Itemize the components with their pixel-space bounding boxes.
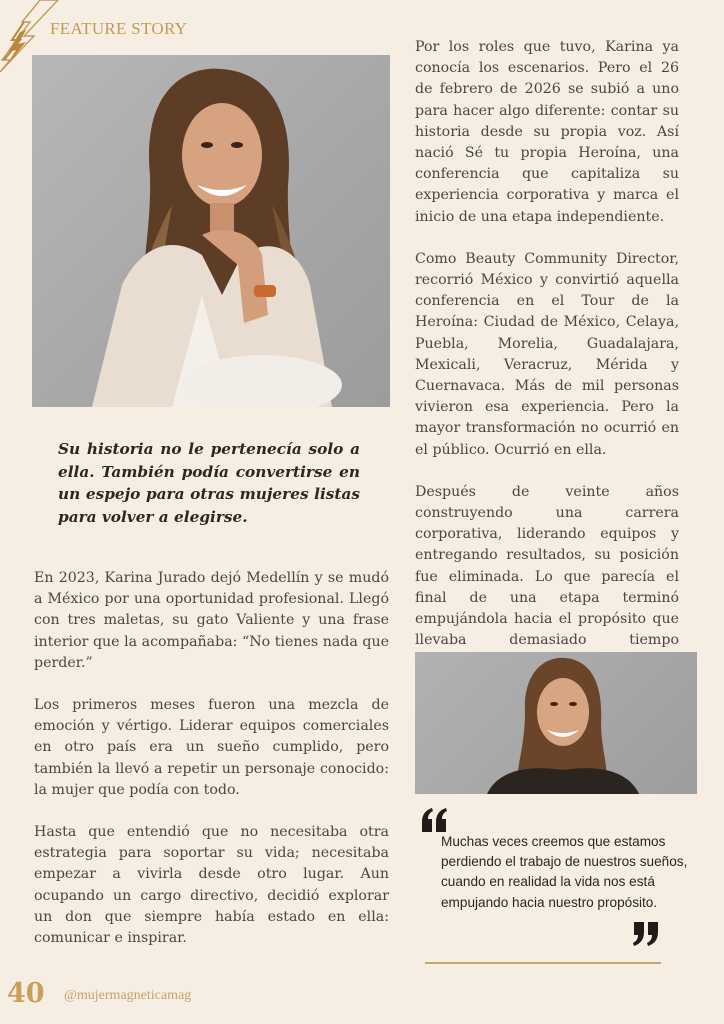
divider (425, 962, 661, 964)
right-column (415, 37, 679, 694)
paragraph: Por los roles que tuvo, Karina ya conocía los escenarios. Pero el 26 de febrero de 2026 se subió a uno para hacer algo diferente: contar su historia desde su propia voz. Así nació Sé tu propia Heroína, una conferencia que capitaliza su experiencia corporativa y marca el inicio de una etapa independiente. (415, 39, 679, 225)
woman-portrait-illustration (415, 652, 697, 794)
highlight-quote: Muchas veces creemos que estamos perdiendo el trabajo de nuestros sueños, cuando en realidad la vida nos está empujando hacia nuestro propósito. (441, 834, 688, 910)
secondary-photo (415, 652, 697, 794)
section-title: FEATURE STORY (50, 19, 188, 38)
page-number: 40 (7, 978, 45, 1009)
paragraph: Como Beauty Community Director, recorrió México y convirtió aquella conferencia en el Tour de la Heroína: Ciudad de México, Celaya, Puebla, Morelia, Guadalajara, Mexicali, Veracruz, Mérida y Cuernavaca. Más de mil personas vivieron esa experiencia. Pero la mayor transformación no ocurrió en el público. Ocurrió en ella. (415, 250, 679, 458)
main-photo (32, 55, 390, 407)
open-quote-icon (420, 808, 448, 832)
paragraph: Hasta que entendió que no necesitaba otra estrategia para soportar su vida; necesitaba empezar a vivirla desde otro lugar. Aun ocupando un cargo directivo, decidió explorar un don que siempre había estado en ella: comunicar e inspirar. (34, 824, 389, 947)
pull-quote: Su historia no le pertenecía solo a ella. También podía convertirse en un espejo para otras mujeres listas para volver a elegirse. (58, 440, 360, 526)
woman-portrait-illustration (32, 55, 390, 407)
left-column (34, 568, 389, 970)
paragraph: Los primeros meses fueron una mezcla de emoción y vértigo. Liderar equipos comerciales en otro país era un sueño cumplido, pero también la llevó a repetir un personaje conocido: la mujer que podía con todo. (34, 697, 389, 798)
social-handle: @mujermagneticamag (64, 988, 192, 1003)
close-quote-icon (632, 922, 660, 946)
paragraph: En 2023, Karina Jurado dejó Medellín y se mudó a México por una oportunidad profesional. Llegó con tres maletas, su gato Valiente y una frase interior que la acompañaba: “No tienes nada que perder.” (34, 570, 389, 671)
paragraph: Después de veinte años construyendo una carrera corporativa, liderando equipos y entregando resultados, su posición fue eliminada. Lo que parecía el final de una etapa terminó empujándola hacia el propósito que llevaba demasiado tiempo (415, 483, 679, 649)
